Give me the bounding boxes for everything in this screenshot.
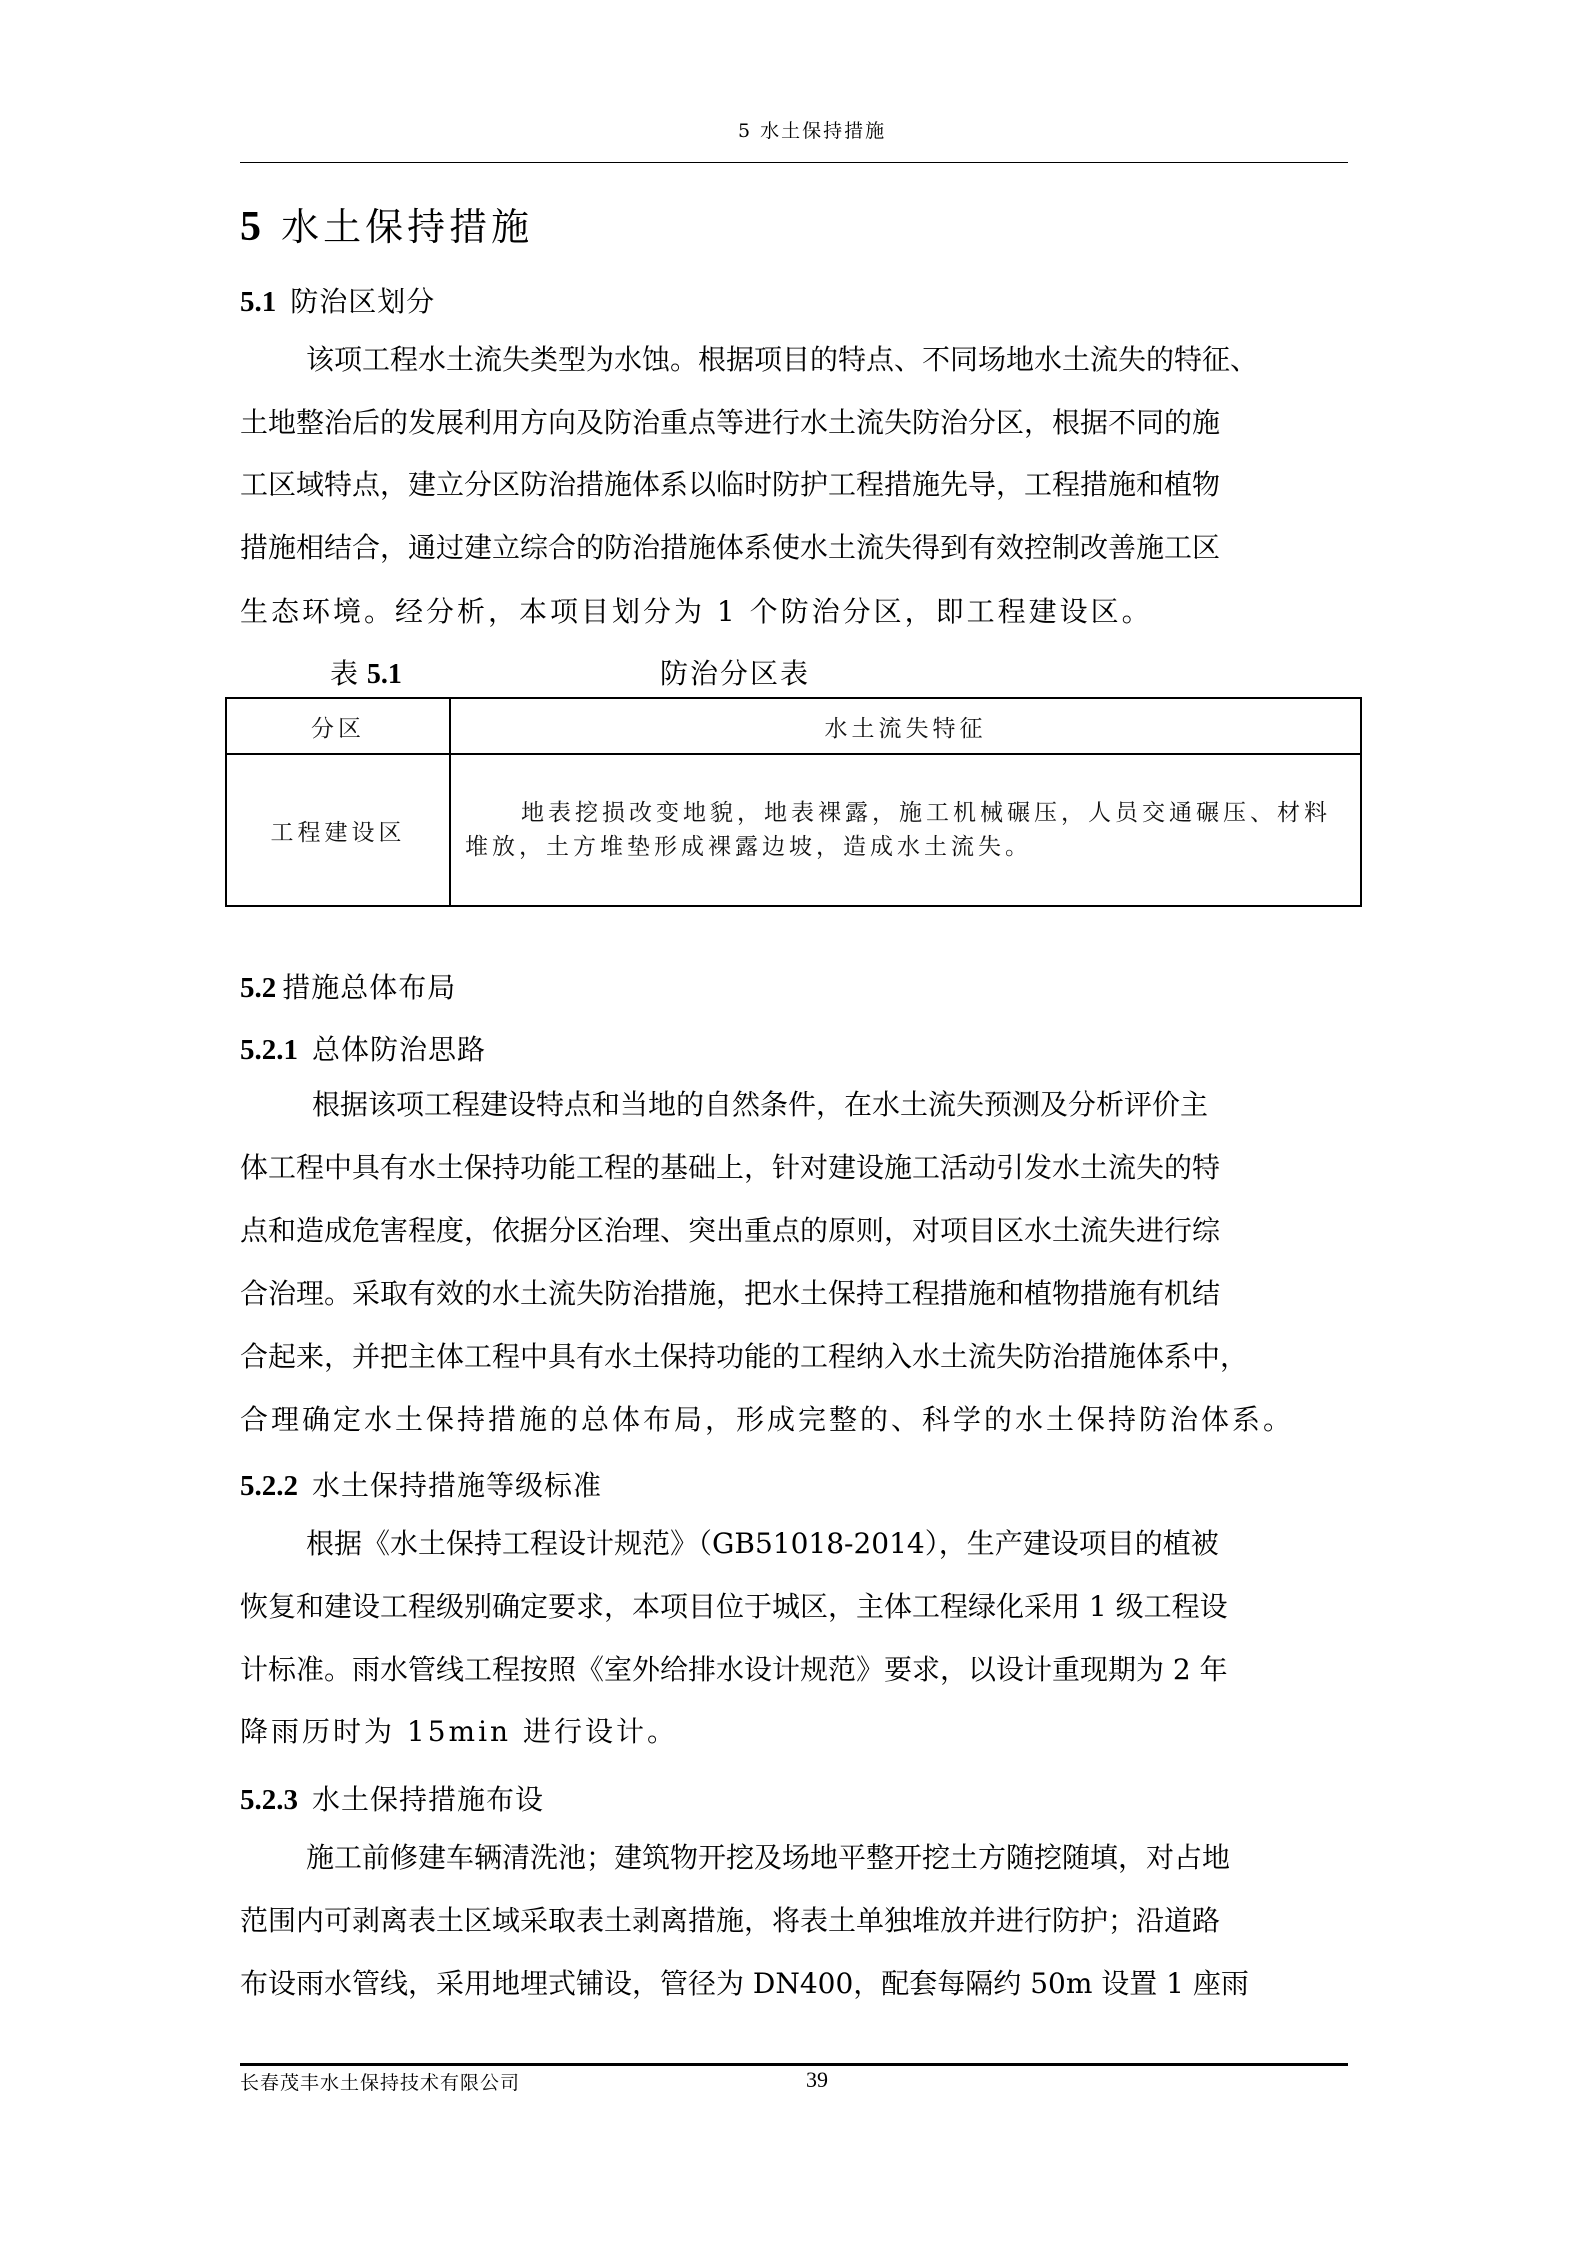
- table-cell-zone: 工程建设区: [226, 754, 450, 906]
- table-label: 表: [330, 657, 359, 690]
- zoning-table: [225, 697, 1362, 907]
- chapter-title-text: 水土保持措施: [281, 205, 534, 249]
- footer-company: 长春茂丰水土保持技术有限公司: [240, 2072, 521, 2094]
- paragraph-line: 根据该项工程建设特点和当地的自然条件，在水土流失预测及分析评价主: [312, 1088, 1209, 1121]
- section-title: 防治区划分: [290, 285, 436, 318]
- paragraph-line: 施工前修建车辆清洗池；建筑物开挖及场地平整开挖土方随挖随填，对占地: [306, 1841, 1231, 1874]
- paragraph-line: 点和造成危害程度，依据分区治理、突出重点的原则，对项目区水土流失进行综: [240, 1214, 1221, 1247]
- table-caption-title: 防治分区表: [660, 657, 811, 690]
- chapter-number: 5: [240, 204, 265, 250]
- paragraph-line: 合治理。采取有效的水土流失防治措施，把水土保持工程措施和植物措施有机结: [240, 1277, 1221, 1310]
- table-caption-label: [330, 652, 402, 692]
- paragraph-line: 合起来，并把主体工程中具有水土保持功能的工程纳入水土流失防治措施体系中，: [240, 1340, 1249, 1373]
- section-number: 5.1: [240, 286, 277, 318]
- section-number: 5.2.1: [240, 1034, 298, 1066]
- footer-rule: [240, 2063, 1348, 2066]
- chapter-title: [240, 196, 533, 251]
- paragraph-line: 体工程中具有水土保持功能工程的基础上，针对建设施工活动引发水土流失的特: [240, 1151, 1221, 1184]
- paragraph-line: 范围内可剥离表土区域采取表土剥离措施，将表土单独堆放并进行防护；沿道路: [240, 1904, 1221, 1937]
- section-title: 总体防治思路: [312, 1033, 487, 1066]
- section-5-2-1-heading: [240, 1028, 486, 1068]
- paragraph-line: 恢复和建设工程级别确定要求，本项目位于城区，主体工程绿化采用 1 级工程设: [240, 1590, 1228, 1623]
- section-5-1-heading: [240, 280, 435, 320]
- running-header: 5 水土保持措施: [738, 120, 887, 142]
- paragraph-line: 布设雨水管线，采用地埋式铺设，管径为 DN400，配套每隔约 50m 设置 1 座雨: [240, 1967, 1249, 2000]
- table-header-row: [226, 698, 1361, 754]
- page-number: 39: [806, 2067, 828, 2092]
- paragraph-line: 合理确定水土保持措施的总体布局，形成完整的、科学的水土保持防治体系。: [240, 1403, 1295, 1436]
- table-number: 5.1: [366, 659, 402, 690]
- table-header-cell: 水土流失特征: [450, 698, 1361, 754]
- section-5-2-2-heading: [240, 1464, 602, 1504]
- section-5-2-heading: [240, 966, 456, 1006]
- table-row: [226, 754, 1361, 906]
- section-5-2-3-heading: [240, 1778, 544, 1818]
- paragraph-line: 根据《水土保持工程设计规范》（GB51018-2014），生产建设项目的植被: [306, 1527, 1219, 1560]
- paragraph-line: 降雨历时为 15min 进行设计。: [240, 1715, 678, 1748]
- table-header-cell: 分区: [226, 698, 450, 754]
- section-title: 水土保持措施等级标准: [312, 1469, 603, 1502]
- paragraph-line: 工区域特点，建立分区防治措施体系以临时防护工程措施先导，工程措施和植物: [240, 468, 1221, 501]
- feature-text: 地表挖损改变地貌，地表裸露，施工机械碾压，人员交通碾压、材料堆放，土方堆垫形成裸露边坡，造成水土流失。: [465, 800, 1331, 860]
- section-number: 5.2.3: [240, 1784, 298, 1816]
- section-title: 水土保持措施布设: [312, 1783, 545, 1816]
- paragraph-line: 措施相结合，通过建立综合的防治措施体系使水土流失得到有效控制改善施工区: [240, 531, 1221, 564]
- paragraph-line: 该项工程水土流失类型为水蚀。根据项目的特点、不同场地水土流失的特征、: [306, 343, 1259, 376]
- paragraph-line: 计标准。雨水管线工程按照《室外给排水设计规范》要求，以设计重现期为 2 年: [240, 1653, 1228, 1686]
- paragraph-line: 生态环境。经分析，本项目划分为 1 个防治分区，即工程建设区。: [240, 595, 1153, 628]
- paragraph-line: 土地整治后的发展利用方向及防治重点等进行水土流失防治分区，根据不同的施: [240, 406, 1221, 439]
- section-title: 措施总体布局: [282, 971, 457, 1004]
- section-number: 5.2.2: [240, 1470, 298, 1502]
- table-cell-feature: [450, 754, 1361, 906]
- header-rule: [240, 162, 1348, 163]
- section-number: 5.2: [240, 972, 277, 1004]
